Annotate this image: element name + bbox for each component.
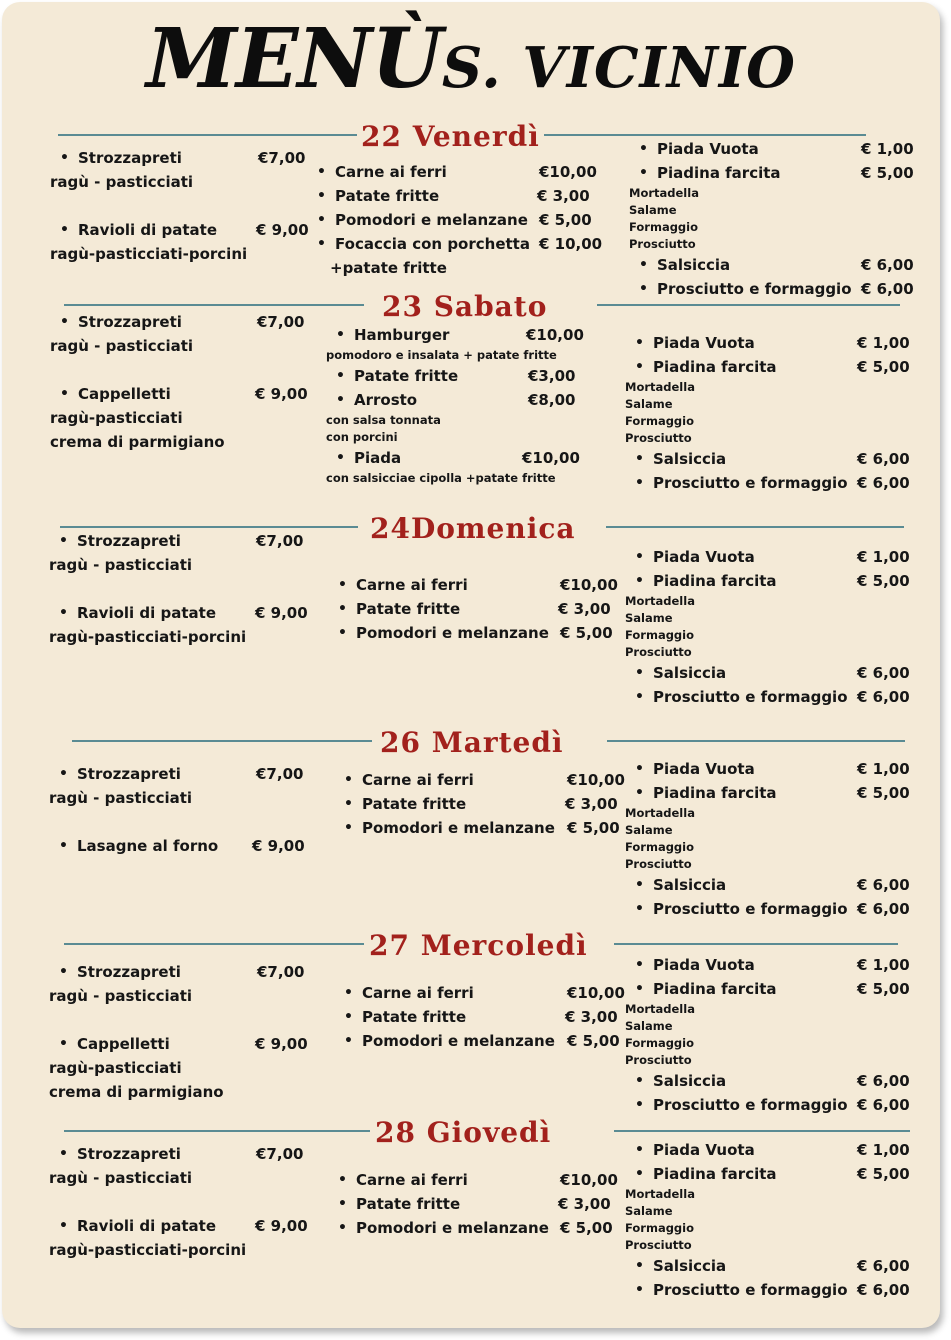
menu-item-prosciutto-formaggio: • Prosciutto e formaggio € 6,00 [635, 1281, 910, 1299]
piada-column [629, 137, 914, 301]
menu-item-pomodori: • Pomodori e melanzane € 5,00 [344, 819, 620, 837]
menu-item-piada: • Piada €10,00 [336, 449, 580, 467]
pasta-column [49, 529, 319, 649]
page-title [2, 11, 940, 107]
menu-item-pomodori: • Pomodori e melanzane € 5,00 [338, 624, 613, 642]
piada-column [625, 545, 910, 709]
day-title: 24Domenica [370, 512, 576, 545]
menu-item-salsiccia: • Salsiccia € 6,00 [635, 664, 910, 682]
item-description: ragù-pasticciati-porcini [49, 1241, 247, 1259]
menu-item-patate: • Patate fritte € 3,00 [317, 187, 590, 205]
menu-item-salsiccia: • Salsiccia € 6,00 [635, 1072, 910, 1090]
menu-item-prosciutto-formaggio: • Prosciutto e formaggio € 6,00 [635, 1096, 910, 1114]
main-column [326, 323, 611, 487]
menu-item-carne: • Carne ai ferri €10,00 [338, 576, 618, 594]
piada-column [625, 953, 910, 1117]
day-title: 28 Giovedì [375, 1116, 552, 1149]
item-description: pomodoro e insalata + patate fritte [326, 348, 557, 362]
item-description: con salsicciae cipolla +patate fritte [326, 471, 556, 485]
item-description: ragù-pasticciati [50, 409, 183, 427]
menu-item-carne: • Carne ai ferri €10,00 [338, 1171, 618, 1189]
menu-item-strozzapreti: • Strozzapreti €7,00 [59, 532, 304, 550]
menu-item-piada-vuota: • Piada Vuota € 1,00 [635, 334, 910, 352]
menu-item-piadina-farcita: • Piadina farcita € 5,00 [635, 358, 910, 376]
menu-item-ravioli: • Ravioli di patate € 9,00 [59, 1217, 308, 1235]
menu-item-piadina-farcita: • Piadina farcita € 5,00 [635, 784, 910, 802]
menu-item-salsiccia: • Salsiccia € 6,00 [635, 1257, 910, 1275]
title-main: MENÙ [146, 11, 442, 107]
section-rule [614, 943, 898, 945]
main-column [307, 160, 607, 280]
day-title: 23 Sabato [382, 290, 548, 323]
item-description: ragù - pasticciati [50, 173, 194, 191]
item-description: ragù-pasticciati-porcini [50, 245, 248, 263]
item-description: ragù - pasticciati [49, 987, 193, 1005]
menu-item-focaccia: • Focaccia con porchetta € 10,00 [317, 235, 603, 253]
item-description: ragù-pasticciati [49, 1059, 182, 1077]
menu-item-piada-vuota: • Piada Vuota € 1,00 [639, 140, 914, 158]
farcita-options: Mortadella Salame Formaggio Prosciutto [625, 1002, 695, 1067]
title-sub: S. VICINIO [441, 35, 796, 101]
menu-item-cappelletti: • Cappelletti € 9,00 [59, 1035, 308, 1053]
section-rule [60, 526, 358, 528]
menu-item-prosciutto-formaggio: • Prosciutto e formaggio € 6,00 [635, 688, 910, 706]
item-description: ragù - pasticciati [49, 1169, 193, 1187]
menu-item-patate: • Patate fritte €3,00 [336, 367, 576, 385]
item-description: con porcini [326, 430, 398, 444]
menu-item-piada-vuota: • Piada Vuota € 1,00 [635, 548, 910, 566]
menu-item-piadina-farcita: • Piadina farcita € 5,00 [635, 572, 910, 590]
day-title: 22 Venerdì [357, 120, 544, 154]
item-description: ragù - pasticciati [50, 337, 194, 355]
menu-item-ravioli: • Ravioli di patate € 9,00 [60, 221, 309, 239]
section-rule [606, 526, 904, 528]
menu-item-patate: • Patate fritte € 3,00 [338, 1195, 611, 1213]
menu-item-strozzapreti: • Strozzapreti €7,00 [60, 149, 306, 167]
day-title: 27 Mercoledì [369, 929, 588, 962]
section-rule [64, 943, 364, 945]
menu-item-arrosto: • Arrosto €8,00 [336, 391, 576, 409]
item-description: ragù-pasticciati-porcini [49, 628, 247, 646]
menu-item-cappelletti: • Cappelletti € 9,00 [60, 385, 308, 403]
menu-item-strozzapreti: • Strozzapreti €7,00 [59, 1145, 304, 1163]
menu-item-strozzapreti: • Strozzapreti €7,00 [59, 765, 304, 783]
main-column [334, 981, 624, 1053]
menu-item-piadina-farcita: • Piadina farcita € 5,00 [635, 1165, 910, 1183]
item-description: ragù - pasticciati [49, 556, 193, 574]
piada-column [625, 757, 910, 921]
main-column [334, 768, 624, 840]
section-rule [597, 304, 900, 306]
menu-item-piada-vuota: • Piada Vuota € 1,00 [635, 760, 910, 778]
menu-item-piada-vuota: • Piada Vuota € 1,00 [635, 956, 910, 974]
pasta-column [49, 960, 319, 1104]
menu-item-prosciutto-formaggio: • Prosciutto e formaggio € 6,00 [635, 474, 910, 492]
item-description: crema di parmigiano [50, 433, 225, 451]
menu-item-pomodori: • Pomodori e melanzane € 5,00 [317, 211, 592, 229]
pasta-column [49, 1142, 319, 1262]
section-rule [607, 740, 905, 742]
menu-item-strozzapreti: • Strozzapreti €7,00 [60, 313, 305, 331]
farcita-options: Mortadella Salame Formaggio Prosciutto [625, 806, 695, 871]
day-title: 26 Martedì [380, 726, 564, 759]
farcita-options: Mortadella Salame Formaggio Prosciutto [629, 186, 699, 251]
menu-item-salsiccia: • Salsiccia € 6,00 [635, 450, 910, 468]
menu-item-carne: • Carne ai ferri €10,00 [344, 771, 625, 789]
menu-item-patate: • Patate fritte € 3,00 [344, 1008, 618, 1026]
menu-item-piadina-farcita: • Piadina farcita € 5,00 [635, 980, 910, 998]
farcita-options: Mortadella Salame Formaggio Prosciutto [625, 1187, 695, 1252]
section-rule [614, 1130, 910, 1132]
menu-item-piadina-farcita: • Piadina farcita € 5,00 [639, 164, 914, 182]
section-rule [64, 304, 364, 306]
menu-item-pomodori: • Pomodori e melanzane € 5,00 [344, 1032, 620, 1050]
menu-item-pomodori: • Pomodori e melanzane € 5,00 [338, 1219, 613, 1237]
menu-card [2, 2, 940, 1328]
item-description: con salsa tonnata [326, 413, 441, 427]
menu-item-prosciutto-formaggio: • Prosciutto e formaggio € 6,00 [635, 900, 910, 918]
menu-item-patate: • Patate fritte € 3,00 [338, 600, 611, 618]
section-rule [64, 1130, 370, 1132]
main-column [328, 1168, 618, 1240]
menu-item-salsiccia: • Salsiccia € 6,00 [639, 256, 914, 274]
menu-item-strozzapreti: • Strozzapreti €7,00 [59, 963, 305, 981]
menu-item-salsiccia: • Salsiccia € 6,00 [635, 876, 910, 894]
pasta-column [50, 146, 320, 266]
main-column [328, 573, 618, 645]
menu-item-hamburger: • Hamburger €10,00 [336, 326, 584, 344]
menu-item-carne: • Carne ai ferri €10,00 [344, 984, 625, 1002]
pasta-column [50, 310, 320, 454]
item-description: ragù - pasticciati [49, 789, 193, 807]
pasta-column [49, 762, 319, 858]
menu-item-carne: • Carne ai ferri €10,00 [317, 163, 597, 181]
menu-item-prosciutto-formaggio: • Prosciutto e formaggio € 6,00 [639, 280, 914, 298]
farcita-options: Mortadella Salame Formaggio Prosciutto [625, 594, 695, 659]
piada-column [625, 1138, 910, 1302]
menu-item-patate: • Patate fritte € 3,00 [344, 795, 618, 813]
item-description: crema di parmigiano [49, 1083, 224, 1101]
menu-item-piada-vuota: • Piada Vuota € 1,00 [635, 1141, 910, 1159]
piada-column [625, 331, 910, 495]
menu-item-lasagne: • Lasagne al forno € 9,00 [59, 837, 305, 855]
item-description: +patate fritte [330, 259, 447, 277]
section-rule [72, 740, 372, 742]
farcita-options: Mortadella Salame Formaggio Prosciutto [625, 380, 695, 445]
menu-item-ravioli: • Ravioli di patate € 9,00 [59, 604, 308, 622]
